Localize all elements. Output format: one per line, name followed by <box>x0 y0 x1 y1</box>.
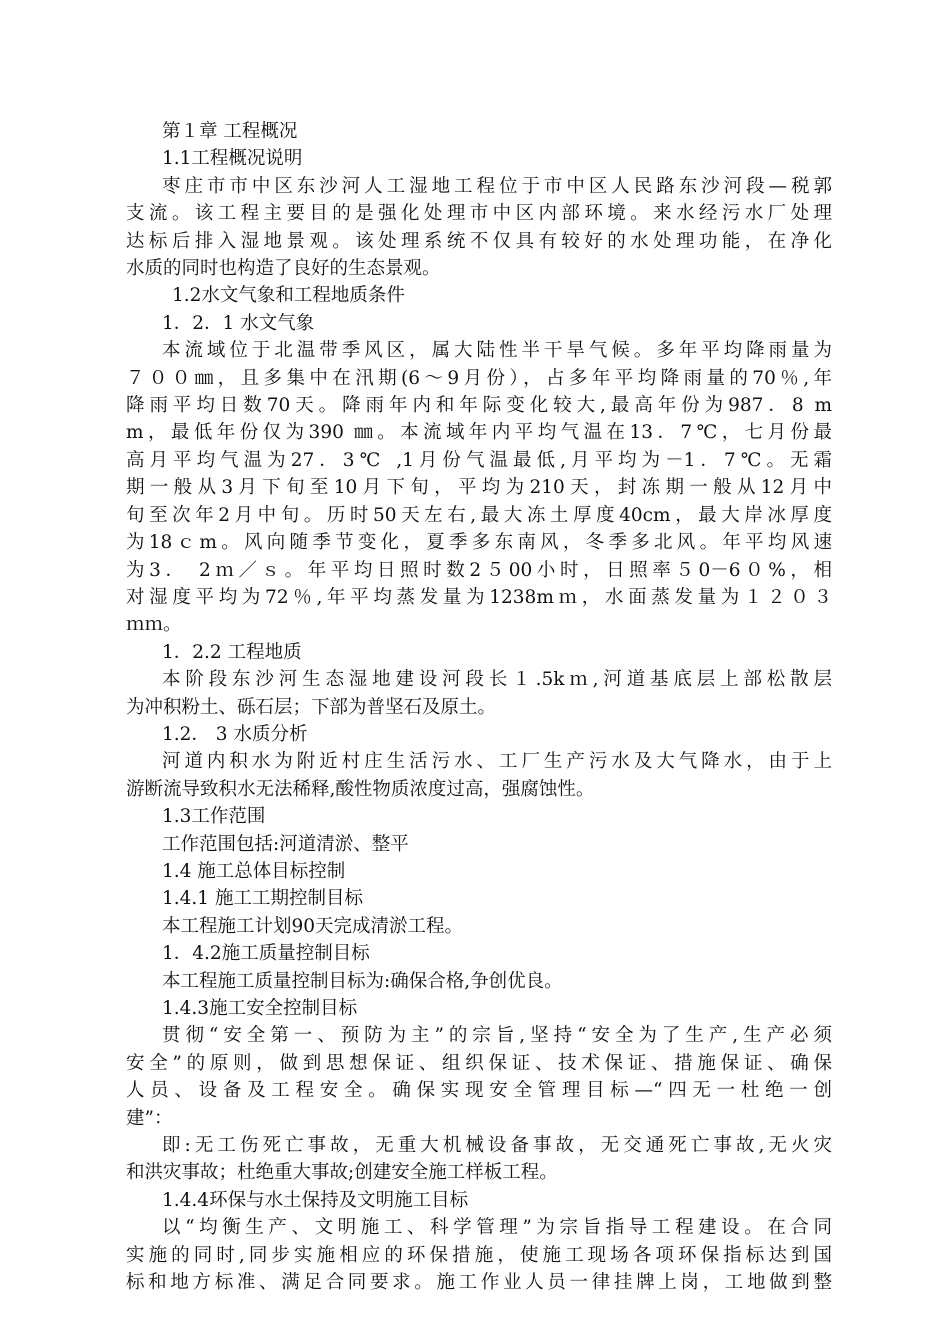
paragraph-line: 安全”的原则，做到思想保证、组织保证、技术保证、措施保证、确保 <box>126 1052 832 1074</box>
paragraph-line: 建”： <box>126 1107 173 1129</box>
paragraph-line: 达标后排入湿地景观。该处理系统不仅具有较好的水处理功能，在净化 <box>126 230 832 252</box>
paragraph-line: 以“均衡生产、文明施工、科学管理”为宗旨指导工程建设。在合同 <box>162 1217 832 1239</box>
paragraph-line: ７００㎜，且多集中在汛期(6～9月份），占多年平均降雨量的70％,年 <box>126 367 832 389</box>
section-heading: 1.3工作范围 <box>162 806 266 828</box>
paragraph-line: 枣庄市市中区东沙河人工湿地工程位于市中区人民路东沙河段—税郭 <box>162 175 832 197</box>
paragraph-line: 本工程施工计划90天完成清淤工程。 <box>162 915 464 937</box>
paragraph-line: m，最低年份仅为390 ㎜。本流域年内平均气温在13．7℃，七月份最 <box>126 422 832 444</box>
section-heading: 1.2水文气象和工程地质条件 <box>172 285 405 307</box>
paragraph-line: 本阶段东沙河生态湿地建设河段长１.5kｍ,河道基底层上部松散层 <box>162 669 832 691</box>
paragraph-line: 水质的同时也构造了良好的生态景观。 <box>126 258 441 280</box>
subsection-heading: 1.2． 3 水质分析 <box>162 723 308 745</box>
paragraph-line: 河道内积水为附近村庄生活污水、工厂生产污水及大气降水，由于上 <box>162 751 832 773</box>
subsection-heading: 1．2．1 水文气象 <box>162 312 315 334</box>
chapter-title: 第１章 工程概况 <box>162 121 298 142</box>
paragraph-line: 为18ｃm。风向随季节变化，夏季多东南风，冬季多北风。年平均风速 <box>126 532 832 554</box>
subsection-heading: 1.4.4环保与水土保持及文明施工目标 <box>162 1189 469 1211</box>
paragraph-line: 贯彻“安全第一、预防为主”的宗旨,坚持“安全为了生产,生产必须 <box>162 1025 832 1047</box>
paragraph-line: 本工程施工质量控制目标为:确保合格,争创优良。 <box>162 970 563 992</box>
paragraph-line: 高月平均气温为27．3℃ ,1月份气温最低,月平均为－1．7℃。无霜 <box>126 449 832 471</box>
paragraph-line: 工作范围包括:河道清淤、整平 <box>162 833 409 855</box>
paragraph-line: 旬至次年2月中旬。历时50天左右,最大冻土厚度40cm，最大岸冰厚度 <box>126 504 832 526</box>
paragraph-line: ｍｍ。 <box>126 614 182 636</box>
paragraph-line: 期一般从3月下旬至10月下旬，平均为210天，封冻期一般从12月中 <box>126 477 832 499</box>
subsection-heading: 1.4.1 施工工期控制目标 <box>162 888 363 910</box>
paragraph-line: 即:无工伤死亡事故，无重大机械设备事故，无交通死亡事故,无火灾 <box>162 1135 832 1157</box>
document-page <box>126 118 832 1296</box>
paragraph-line: 本流域位于北温带季风区，属大陆性半干旱气候。多年平均降雨量为 <box>162 340 832 362</box>
paragraph-line: 标和地方标准、满足合同要求。施工作业人员一律挂牌上岗，工地做到整 <box>126 1272 832 1294</box>
subsection-heading: 1.4.3施工安全控制目标 <box>162 998 358 1019</box>
section-heading: 1.4 施工总体目标控制 <box>162 860 346 882</box>
paragraph-line: 为冲积粉土、砾石层；下部为普坚石及原土。 <box>126 696 497 718</box>
paragraph-line: 游断流导致积水无法稀释,酸性物质浓度过高，强腐蚀性。 <box>126 778 595 800</box>
paragraph-line: 支流。该工程主要目的是强化处理市中区内部环境。来水经污水厂处理 <box>126 203 832 225</box>
subsection-heading: 1．2.2 工程地质 <box>162 641 302 663</box>
subsection-heading: 1．4.2施工质量控制目标 <box>162 943 370 965</box>
section-heading: 1.1工程概况说明 <box>162 148 303 170</box>
paragraph-line: 降雨平均日数70天。降雨年内和年际变化较大,最高年份为987．8 m <box>126 395 832 417</box>
paragraph-line: 和洪灾事故；杜绝重大事故;创建安全施工样板工程。 <box>126 1162 558 1184</box>
paragraph-line: 实施的同时,同步实施相应的环保措施，使施工现场各项环保指标达到国 <box>126 1244 832 1266</box>
paragraph-line: 对湿度平均为72％,年平均蒸发量为1238mｍ，水面蒸发量为１２０３ <box>126 586 832 608</box>
paragraph-line: 为3． 2ｍ／ｓ。年平均日照时数2５00小时，日照率５0－6０%，相 <box>126 559 832 581</box>
paragraph-line: 人员、设备及工程安全。确保实现安全管理目标—“四无一杜绝一创 <box>126 1080 832 1102</box>
